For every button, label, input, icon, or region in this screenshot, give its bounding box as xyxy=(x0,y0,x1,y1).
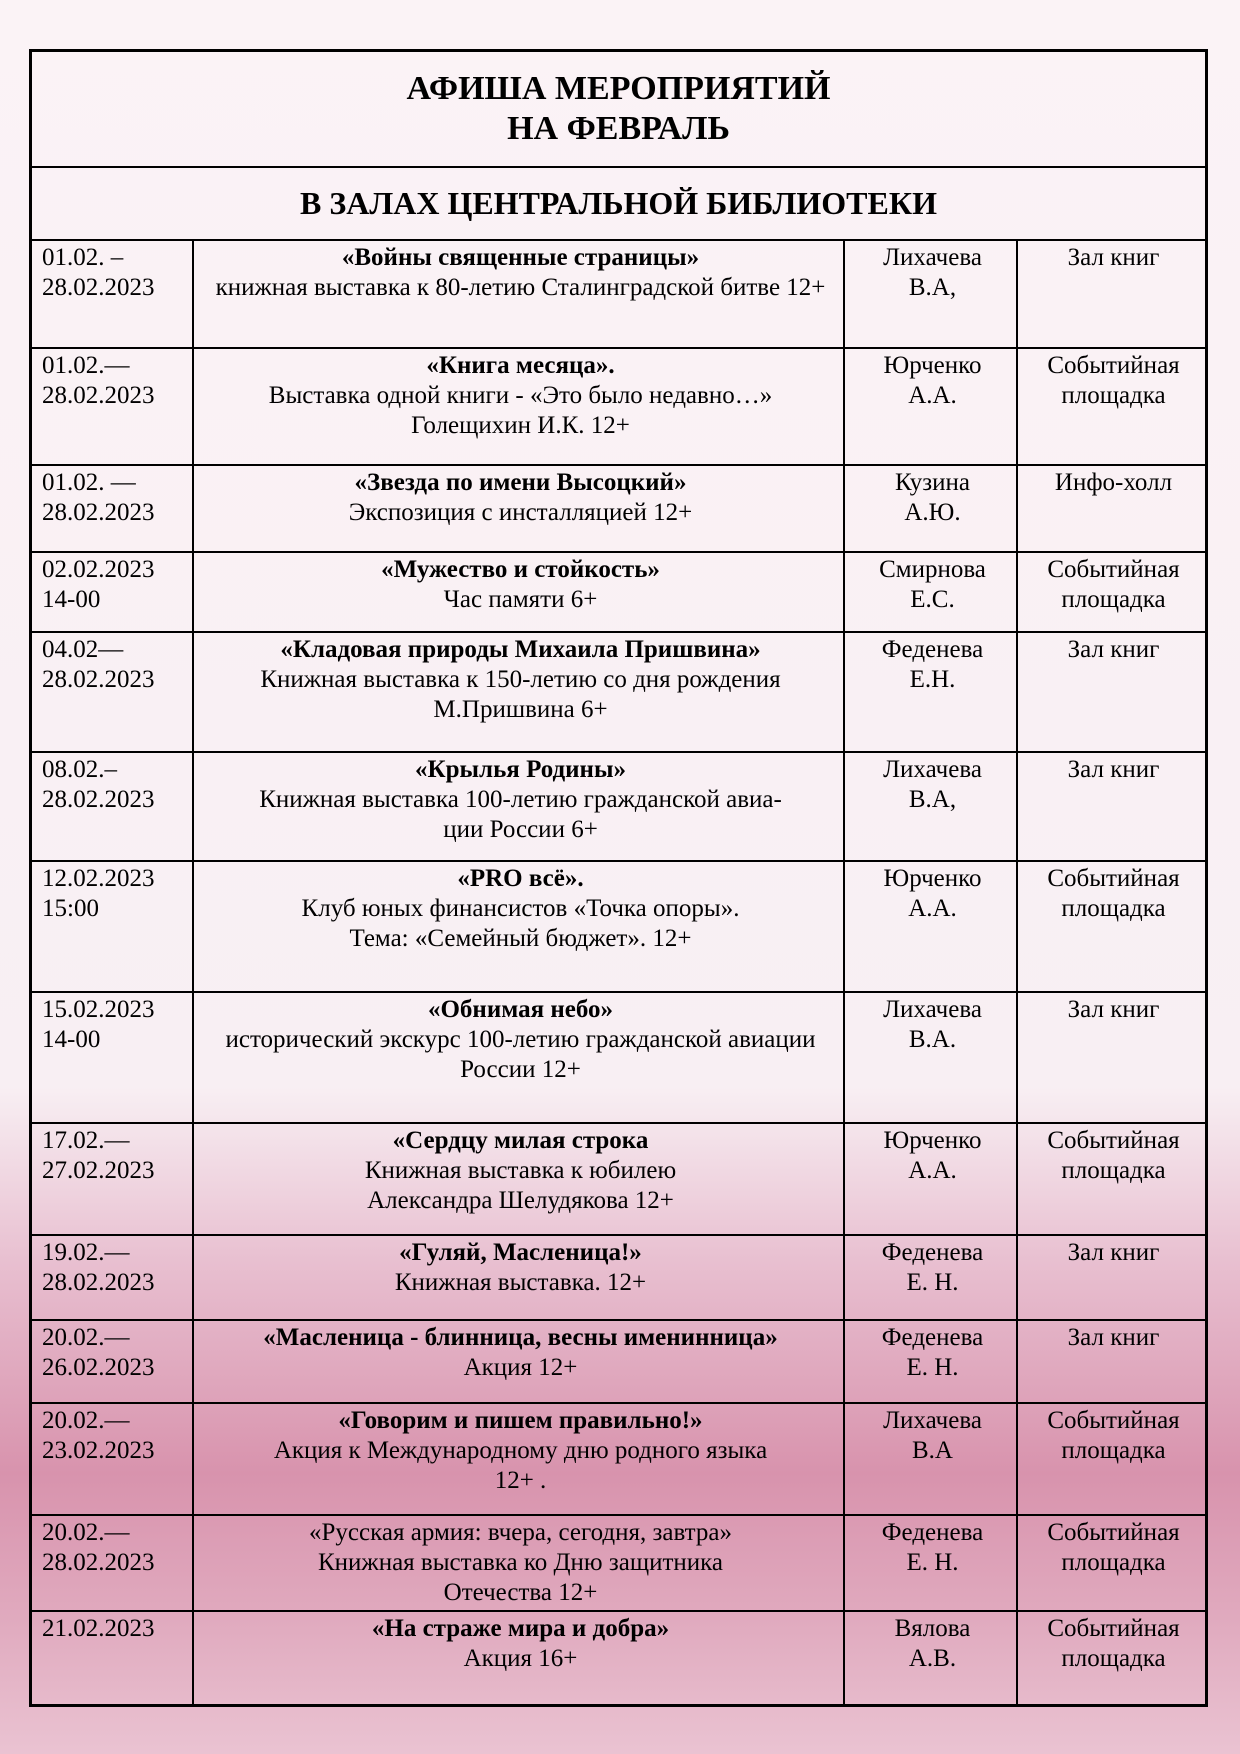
event-title: «Войны священные страницы» xyxy=(341,244,700,271)
event-date-end: 28.02.2023 xyxy=(42,666,155,693)
event-organizer-initials: А.А. xyxy=(908,382,957,409)
event-description-cell xyxy=(193,1235,844,1320)
event-date-start: 04.02— xyxy=(42,636,124,663)
event-date-end: 28.02.2023 xyxy=(42,786,155,813)
event-organizer-initials: Е.С. xyxy=(910,586,955,613)
event-organizer-cell xyxy=(844,1320,1017,1403)
event-organizer-cell xyxy=(844,1123,1017,1235)
event-details: Выставка одной книги - «Это было недавно…» Голещихин И.К. 12+ xyxy=(268,382,773,439)
event-organizer-initials: В.А xyxy=(912,1437,953,1464)
event-row xyxy=(32,861,1205,992)
event-organizer-surname: Феденева xyxy=(881,1324,984,1351)
event-organizer-cell xyxy=(844,1403,1017,1515)
event-organizer-cell xyxy=(844,241,1017,348)
event-title: «Говорим и пишем правильно!» xyxy=(338,1407,703,1434)
event-details: Книжная выставка. 12+ xyxy=(394,1269,647,1296)
event-date-cell xyxy=(32,348,193,465)
event-row xyxy=(32,992,1205,1123)
event-date-cell xyxy=(32,861,193,992)
event-date-cell xyxy=(32,241,193,348)
event-date-start: 01.02. — xyxy=(42,469,136,496)
event-description-cell xyxy=(193,348,844,465)
event-details: исторический экскурс 100-летию гражданской авиации России 12+ xyxy=(225,1026,816,1083)
event-description-cell xyxy=(193,992,844,1123)
event-venue: Событийная площадка xyxy=(1017,1515,1205,1611)
event-row xyxy=(32,348,1205,465)
event-organizer-initials: А.В. xyxy=(908,1645,957,1672)
event-title: «Кладовая природы Михаила Пришвина» xyxy=(280,636,761,663)
event-organizer-cell xyxy=(844,992,1017,1123)
event-organizer-initials: А.А. xyxy=(908,1157,957,1184)
events-table-body xyxy=(32,241,1205,1706)
event-details: Клуб юных финансистов «Точка опоры». Тема: «Семейный бюджет». 12+ xyxy=(301,895,740,952)
event-organizer-initials: В.А, xyxy=(908,786,957,813)
event-venue: Событийная площадка xyxy=(1017,861,1205,992)
event-date-cell xyxy=(32,1235,193,1320)
event-title: «Масленица - блинница, весны именинница» xyxy=(263,1324,778,1351)
event-organizer-initials: Е. Н. xyxy=(906,1354,959,1381)
event-venue: Зал книг xyxy=(1017,241,1205,348)
event-organizer-initials: А.Ю. xyxy=(904,499,961,526)
event-date-start: 01.02. – xyxy=(42,244,124,271)
event-date-end: 23.02.2023 xyxy=(42,1437,155,1464)
event-title: «Мужество и стойкость» xyxy=(381,556,660,583)
event-date-cell xyxy=(32,552,193,632)
event-organizer-surname: Кузина xyxy=(894,469,971,496)
event-organizer-cell xyxy=(844,861,1017,992)
event-organizer-cell xyxy=(844,348,1017,465)
event-venue: Зал книг xyxy=(1017,1320,1205,1403)
event-organizer-cell xyxy=(844,632,1017,752)
event-row xyxy=(32,1403,1205,1515)
event-title: «Звезда по имени Высоцкий» xyxy=(354,469,687,496)
event-row xyxy=(32,1235,1205,1320)
event-date-start: 15.02.2023 xyxy=(42,996,155,1023)
event-date-cell xyxy=(32,1515,193,1611)
event-row xyxy=(32,1123,1205,1235)
event-date-cell xyxy=(32,632,193,752)
poster-heading xyxy=(32,52,1205,168)
event-title: «Сердцу милая строка xyxy=(392,1127,649,1154)
event-organizer-cell xyxy=(844,552,1017,632)
event-description-cell xyxy=(193,752,844,861)
events-table xyxy=(32,241,1205,1706)
event-date-start: 01.02.— xyxy=(42,352,130,379)
event-description-cell xyxy=(193,632,844,752)
event-organizer-cell xyxy=(844,1235,1017,1320)
event-title: «Гуляй, Масленица!» xyxy=(399,1239,642,1266)
event-venue: Событийная площадка xyxy=(1017,552,1205,632)
event-organizer-surname: Юрченко xyxy=(883,1127,982,1154)
event-date-end: 26.02.2023 xyxy=(42,1354,155,1381)
event-details: Книжная выставка к 150-летию со дня рождения М.Пришвина 6+ xyxy=(260,666,781,723)
event-venue: Зал книг xyxy=(1017,632,1205,752)
event-date-cell xyxy=(32,1320,193,1403)
poster-subtitle: В ЗАЛАХ ЦЕНТРАЛЬНОЙ БИБЛИОТЕКИ xyxy=(32,168,1205,241)
event-organizer-surname: Лихачева xyxy=(883,244,982,271)
event-venue: Зал книг xyxy=(1017,1235,1205,1320)
event-title: «Обнимая небо» xyxy=(427,996,614,1023)
event-date-cell xyxy=(32,1123,193,1235)
event-details: книжная выставка к 80-летию Сталинградской битве 12+ xyxy=(215,274,826,301)
event-date-cell xyxy=(32,465,193,552)
event-row xyxy=(32,1611,1205,1706)
event-row xyxy=(32,465,1205,552)
event-date-end: 28.02.2023 xyxy=(42,274,155,301)
event-organizer-surname: Феденева xyxy=(881,1239,984,1266)
event-title: «Русская армия: вчера, сегодня, завтра» xyxy=(309,1519,732,1546)
event-description-cell xyxy=(193,1320,844,1403)
event-description-cell xyxy=(193,1123,844,1235)
event-description-cell xyxy=(193,465,844,552)
event-date-start: 21.02.2023 xyxy=(42,1615,155,1642)
event-description-cell xyxy=(193,241,844,348)
event-title: «PRO всё». xyxy=(457,865,584,892)
event-description-cell xyxy=(193,1403,844,1515)
event-details: Книжная выставка к юбилею Александра Шелудякова 12+ xyxy=(364,1157,677,1214)
event-organizer-initials: Е. Н. xyxy=(906,1269,959,1296)
event-date-end: 14-00 xyxy=(42,1026,101,1053)
event-date-end: 28.02.2023 xyxy=(42,499,155,526)
event-details: Экспозиция с инсталляцией 12+ xyxy=(348,499,693,526)
event-title: «Крылья Родины» xyxy=(415,756,626,783)
event-description-cell xyxy=(193,1515,844,1611)
poster-title-line-1: АФИША МЕРОПРИЯТИЙ xyxy=(406,70,831,107)
event-venue: Событийная площадка xyxy=(1017,1123,1205,1235)
poster-title-line-2: НА ФЕВРАЛЬ xyxy=(507,110,730,147)
event-details: Акция к Международному дню родного языка 12+ . xyxy=(273,1437,768,1494)
event-description-cell xyxy=(193,861,844,992)
event-venue: Событийная площадка xyxy=(1017,1403,1205,1515)
event-date-cell xyxy=(32,1611,193,1706)
event-description-cell xyxy=(193,1611,844,1706)
event-organizer-initials: В.А. xyxy=(908,1026,957,1053)
event-row xyxy=(32,241,1205,348)
event-row xyxy=(32,632,1205,752)
event-organizer-surname: Феденева xyxy=(881,1519,984,1546)
event-date-end: 27.02.2023 xyxy=(42,1157,155,1184)
event-venue: Зал книг xyxy=(1017,992,1205,1123)
event-organizer-surname: Лихачева xyxy=(883,1407,982,1434)
event-organizer-surname: Лихачева xyxy=(883,996,982,1023)
event-organizer-surname: Вялова xyxy=(894,1615,971,1642)
event-date-start: 08.02.– xyxy=(42,756,117,783)
event-date-start: 12.02.2023 xyxy=(42,865,155,892)
event-details: Книжная выставка 100-летию гражданской авиа- ции России 6+ xyxy=(259,786,782,843)
event-description-cell xyxy=(193,552,844,632)
event-title: «Книга месяца». xyxy=(426,352,615,379)
event-date-start: 02.02.2023 xyxy=(42,556,155,583)
event-date-end: 15:00 xyxy=(42,895,99,922)
event-organizer-initials: Е. Н. xyxy=(906,1549,959,1576)
event-details: Книжная выставка ко Дню защитника Отечества 12+ xyxy=(317,1549,723,1606)
event-organizer-surname: Феденева xyxy=(881,636,984,663)
event-date-start: 20.02.— xyxy=(42,1519,130,1546)
event-venue: Событийная площадка xyxy=(1017,1611,1205,1706)
event-venue: Событийная площадка xyxy=(1017,348,1205,465)
event-organizer-cell xyxy=(844,465,1017,552)
event-details: Час памяти 6+ xyxy=(443,586,598,613)
event-organizer-initials: А.А. xyxy=(908,895,957,922)
event-row xyxy=(32,1515,1205,1611)
event-organizer-cell xyxy=(844,752,1017,861)
event-row xyxy=(32,752,1205,861)
event-date-start: 20.02.— xyxy=(42,1324,130,1351)
event-date-end: 28.02.2023 xyxy=(42,1549,155,1576)
event-organizer-initials: В.А, xyxy=(908,274,957,301)
event-title: «На страже мира и добра» xyxy=(371,1615,670,1642)
event-date-cell xyxy=(32,992,193,1123)
event-details: Акция 16+ xyxy=(463,1645,578,1672)
events-poster xyxy=(29,49,1208,1707)
event-date-start: 17.02.— xyxy=(42,1127,130,1154)
event-venue: Зал книг xyxy=(1017,752,1205,861)
event-organizer-cell xyxy=(844,1611,1017,1706)
event-organizer-surname: Юрченко xyxy=(883,865,982,892)
event-date-end: 28.02.2023 xyxy=(42,1269,155,1296)
event-row xyxy=(32,1320,1205,1403)
event-details: Акция 12+ xyxy=(463,1354,578,1381)
event-organizer-cell xyxy=(844,1515,1017,1611)
event-organizer-surname: Юрченко xyxy=(883,352,982,379)
event-date-start: 20.02.— xyxy=(42,1407,130,1434)
event-organizer-initials: Е.Н. xyxy=(909,666,956,693)
event-date-end: 28.02.2023 xyxy=(42,382,155,409)
event-row xyxy=(32,552,1205,632)
event-date-cell xyxy=(32,752,193,861)
event-organizer-surname: Смирнова xyxy=(879,556,986,583)
event-organizer-surname: Лихачева xyxy=(883,756,982,783)
event-date-end: 14-00 xyxy=(42,586,101,613)
event-date-cell xyxy=(32,1403,193,1515)
event-date-start: 19.02.— xyxy=(42,1239,130,1266)
event-venue: Инфо-холл xyxy=(1017,465,1205,552)
